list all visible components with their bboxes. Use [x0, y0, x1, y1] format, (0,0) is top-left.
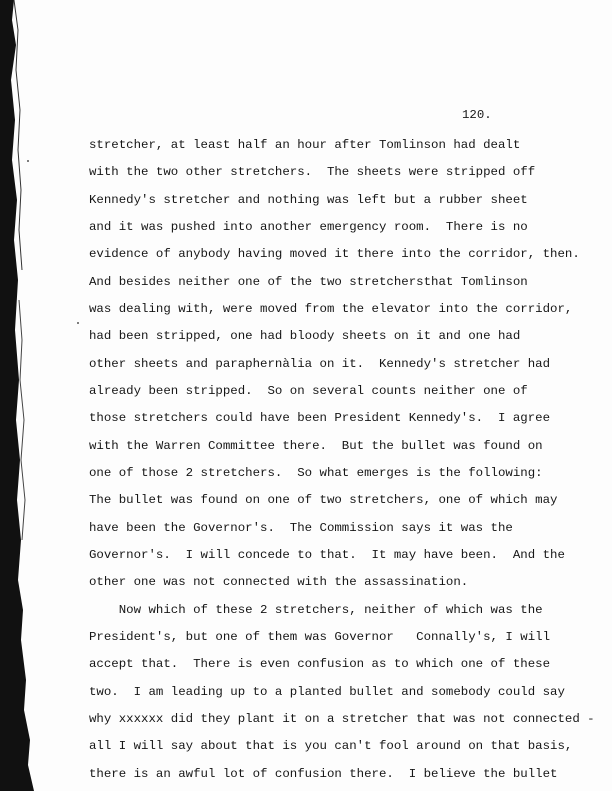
text-line: one of those 2 stretchers. So what emerges is the following: [89, 466, 543, 480]
text-line: those stretchers could have been President Kennedy's. I agree [89, 411, 551, 425]
text-line: other sheets and paraphernàlia on it. Kennedy's stretcher had [89, 357, 551, 371]
text-line: was dealing with, were moved from the elevator into the corridor, [89, 302, 573, 316]
text-line: why xxxxxx did they plant it on a stretcher that was not connected - [89, 712, 595, 726]
text-line: The bullet was found on one of two stretchers, one of which may [89, 493, 558, 507]
page-number: 120. [462, 108, 492, 122]
text-line: President's, but one of them was Governor Connally's, I will [89, 630, 551, 644]
text-line: have been the Governor's. The Commission says it was the [89, 521, 513, 535]
text-line: stretcher, at least half an hour after Tomlinson had dealt [89, 138, 521, 152]
text-line: accept that. There is even confusion as to which one of these [89, 657, 551, 671]
text-line: Kennedy's stretcher and nothing was left but a rubber sheet [89, 193, 528, 207]
text-line: And besides neither one of the two stretchersthat Tomlinson [89, 275, 528, 289]
scan-speck [77, 322, 79, 324]
text-line: other one was not connected with the assassination. [89, 575, 469, 589]
text-line: all I will say about that is you can't fool around on that basis, [89, 739, 573, 753]
text-line: had been stripped, one had bloody sheets on it and one had [89, 329, 521, 343]
text-line: already been stripped. So on several counts neither one of [89, 384, 528, 398]
text-line: Governor's. I will concede to that. It may have been. And the [89, 548, 565, 562]
text-line: Now which of these 2 stretchers, neither of which was the [89, 603, 543, 617]
text-line: two. I am leading up to a planted bullet and somebody could say [89, 685, 565, 699]
text-line: with the two other stretchers. The sheets were stripped off [89, 165, 536, 179]
text-line: there is an awful lot of confusion there. I believe the bullet [89, 767, 558, 781]
text-line: with the Warren Committee there. But the bullet was found on [89, 439, 543, 453]
scan-speck [27, 160, 29, 162]
text-line: and it was pushed into another emergency room. There is no [89, 220, 528, 234]
text-line: evidence of anybody having moved it there into the corridor, then. [89, 247, 580, 261]
